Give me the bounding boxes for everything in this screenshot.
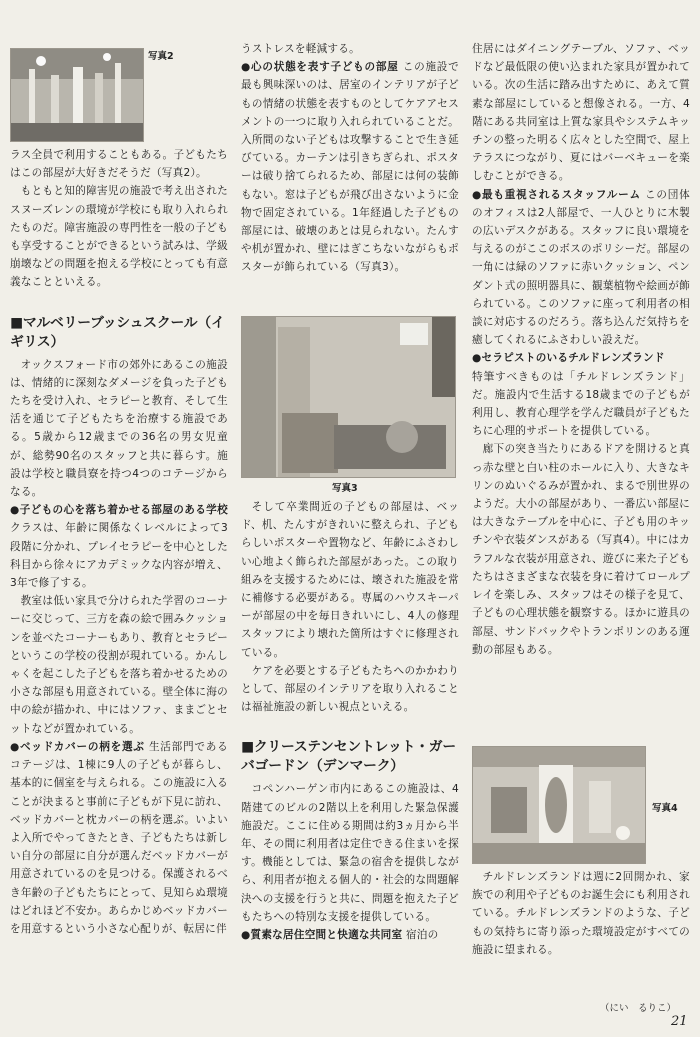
photo-4-caption: 写真4 <box>652 803 678 814</box>
column-2 <box>241 40 459 277</box>
col3-paragraph-5: チルドレンズランドは週に2回開かれ、家族での利用や子どものお誕生会にも利用されている。チルドレンズランドのような、子どもの気持ちに寄り添った環境設定がすべての施設に望まれる。 <box>472 871 690 956</box>
col3-paragraph-2 <box>472 186 690 350</box>
col1-paragraph-1: ラス全員で利用することもある。子どもたちはこの部屋が大好きだそうだ（写真2）。 <box>10 149 228 180</box>
col3-text-3: 特筆すべきものは「チルドレンズランド」だ。施設内で生活する18歳までの子どもが利用し、教育心理学を学んだ職員が子どもたちに心理的サポートを提供している。 <box>472 370 690 438</box>
col1-lead-4: ●子どもの心を落ち着かせる部屋のある学校 <box>10 504 228 517</box>
col2-paragraph-2 <box>241 58 459 276</box>
photo-2-caption: 写真2 <box>148 51 174 62</box>
photo-3-caption: 写真3 <box>332 483 358 494</box>
col2-paragraph-3: そして卒業間近の子どもの部屋は、ベッド、机、たんすがきれいに整えられ、子どもらしいポスターや置物など、年齢にふさわしい心地よく飾られた部屋があった。この取り組みを支援するためには、壊された施設を常に補修する必要がある。専属のハウスキーパーが部屋の中を毎日きれいにし、4人の修理スタッフにより壊れた箇所はすぐに修理されている。 <box>241 501 459 659</box>
section-heading-mulberry: ■マルベリーブッシュスクール（イギリス） <box>10 314 225 350</box>
photo-2 <box>10 48 144 142</box>
col3-text-2: この団体のオフィスは2人部屋で、一人ひとりに木製の広いデスクがある。スタッフに良い環境を与えるのがここのボスのポリシーだ。部屋の一角には緑のソファに赤いクッション、ペンダント式の照明器具に、観葉植物や絵画が飾られている。このソファに座って利用者の相談に対応するのだろう。落ち込んだ気持ちを癒してくれるにふさわしい設えだ。 <box>472 188 691 347</box>
col2-lead-6: ●質素な居住空間と快適な共同室 <box>241 929 403 942</box>
col2-paragraph-5: コペンハーゲン市内にあるこの施設は、4階建てのビルの2階以上を利用した緊急保護施設だ。ここに住める期間は約3ヵ月から半年、その間に利用者は定住できる住まいを探す。機能としては、緊急の宿舎を提供しながら、利用者が抱える個人的・社会的な問題解決への支援を行うと共に、問題を抱えた子どもたちへの特別な支援を提供している。 <box>241 783 459 923</box>
col3-lead-2: ●最も重視されるスタッフルーム <box>472 188 641 201</box>
photo-4 <box>472 746 646 864</box>
col2-paragraph-4: ケアを必要とする子どもたちへのかかわりとして、部屋のインテリアを取り入れることは福祉施設の新しい視点といえる。 <box>241 664 459 714</box>
col1-lead-6: ●ベッドカバーの柄を選ぶ <box>10 740 145 753</box>
photo-2-image <box>11 49 143 141</box>
col2-text-2: この施設で最も興味深いのは、居室のインテリアが子どもの情緒の状態を表すものとしてケアアセスメントの一つに取り入れられていることだ。入所間のない子どもは攻撃することで生き延びている。カーテンは引きちぎられ、ポスターは破り捨てられるため、部屋には何の装飾もない。窓は子どもが飛び出さないように金物で固定されている。1年経過した子どもの部屋には、破壊のあとは見られない。たんすや机が置かれ、壁にはぎこちないながらもポスターが飾られている（写真3）。 <box>241 61 460 274</box>
author-credit: （にい るりこ） <box>600 1003 677 1014</box>
photo-4-image <box>473 747 645 863</box>
photo-3 <box>241 316 456 478</box>
column-3-lower <box>472 868 690 959</box>
photo-3-image <box>242 317 455 477</box>
col1-paragraph-5: 教室は低い家具で分けられた学習のコーナーに交じって、三方を森の絵で囲みクッションを並べたコーナーもあり、教育とセラピーというこの学校の役割が現れている。かんしゃくを起こした子どもを落ち着かせるための小さな部屋も用意されている。壁全体に海の中の絵が描かれ、中にはソファ、ままごとセットなどが置かれている。 <box>10 595 228 735</box>
col1-text-4: クラスは、年齢に関係なくレベルによって3段階に分かれ、プレイセラピーを中心とした科目から徐々にアカデミックな内容が増え、3年で修了する。 <box>10 522 228 590</box>
col3-paragraph-4: 廊下の突き当たりにあるドアを開けると真っ赤な壁と白い柱のホールに入り、大きなキリンのぬいぐるみが置かれ、まるで別世界のようだ。大小の部屋があり、一番広い部屋には大きなテーブルを中心に、子ども用のキッチンや衣装ダンスがある（写真4）。中にはカラフルな衣装が用意され、遊びに来た子どもたちはさまざまな衣装を身に着けてロールプレイを楽しみ、スタッフはその様子を見て、子どもの心理状態を観察する。ほかに遊具の部屋、サンドバックやトランポリンのある運動の部屋もある。 <box>472 443 690 656</box>
col1-text-6: 生活部門であるコテージは、1棟に9人の子どもが暮らし、基本的に個室を与えられる。この施設に入ることが決まると事前に子どもが下見に訪れ、ベッドカバーと枕カバーの柄を選ぶ。いよいよ入所でやってきたとき、子どもたちは新しい自分の部屋に自分が選んだベッドカバーが用意されているのを見つける。保護されるべき年齢の子どもたちにとって、見知らぬ環境はどれほど不安か。あらかじめベッドカバーを用意するという小さな心配りが、転居に伴 <box>10 740 229 935</box>
col3-paragraph-3 <box>472 349 690 440</box>
col1-paragraph-6 <box>10 738 228 938</box>
col3-paragraph-1: 住居にはダイニングテーブル、ソファ、ベッドなど最低限の使い込まれた家具が置かれている。次の生活に踏み出すために、あえて質素な部屋にしていると想像される。一方、4階にある共同室は上質な家具やシステムキッチンの整った明るく広々とした空間で、屋上テラスにつながり、夏にはバーベキューを楽しむことができる。 <box>472 43 690 183</box>
page-number: 21 <box>671 1014 688 1029</box>
column-1 <box>10 146 228 938</box>
col1-paragraph-3: オックスフォード市の郊外にあるこの施設は、情緒的に深刻なダメージを負った子どもたちを受け入れ、セラピーと教育、そして生活を通じて子どもたちを治療する施設である。5歳から12歳までの36名の男女児童が、総勢90名のスタッフと共に暮らす。施設は学校と職員寮を持つ4つのコテージからなる。 <box>10 358 228 499</box>
col3-lead-3: ●セラピストのいるチルドレンズランド <box>472 352 665 365</box>
col1-paragraph-2: もともと知的障害児の施設で考え出されたスヌーズレンの環境が学校にも取り入れられたものだ。障害施設の専門性を一般の子どもも享受することができるという試みは、学級崩壊などの問題を抱える学校にとっても有意義なことといえる。 <box>10 185 228 289</box>
section-heading-denmark: ■クリーステンセントレット・ガーバゴードン（デンマーク） <box>241 739 456 775</box>
col2-paragraph-6 <box>241 926 459 944</box>
col2-lead-2: ●心の状態を表す子どもの部屋 <box>241 61 399 74</box>
column-2-lower <box>241 498 459 944</box>
col1-paragraph-4 <box>10 501 228 592</box>
column-3 <box>472 40 690 659</box>
col2-paragraph-1: うストレスを軽減する。 <box>241 43 360 55</box>
col2-text-6: 宿泊の <box>405 929 439 942</box>
